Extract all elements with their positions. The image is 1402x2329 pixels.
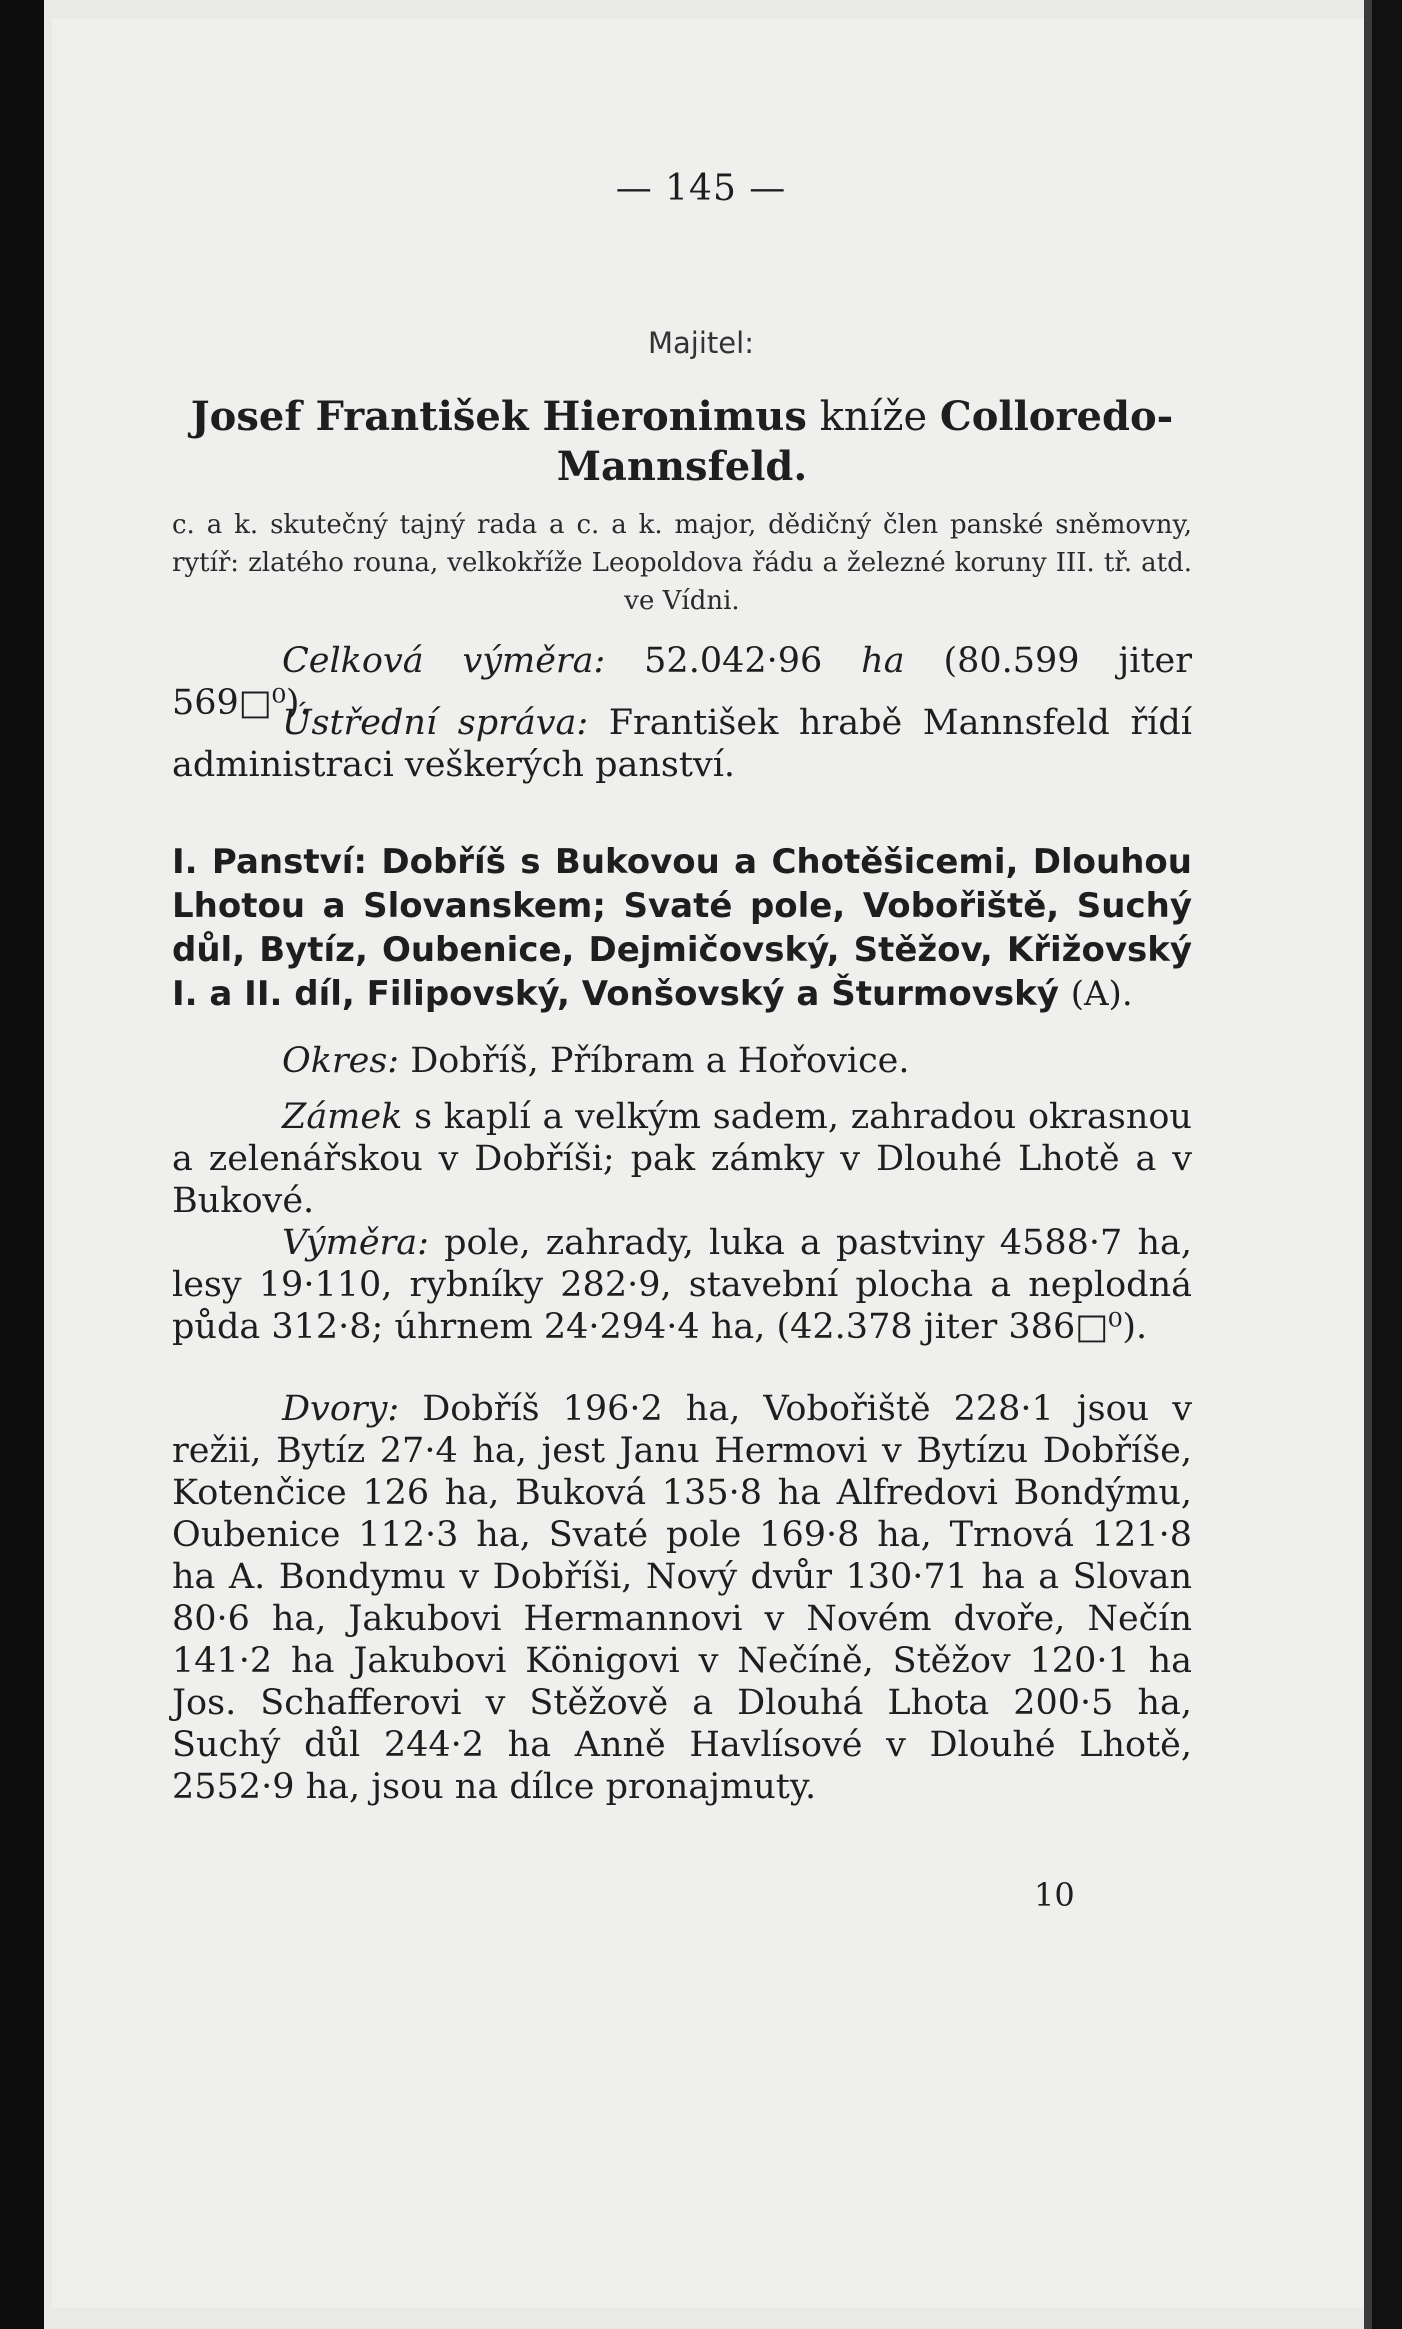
total-area-unit: ha xyxy=(861,641,905,681)
estate-heading-suffix: (A). xyxy=(1070,974,1133,1014)
owner-titles: c. a k. skutečný tajný rada a c. a k. major, dědičný člen panské sněmovny, rytíř: zlatého rouna, velkokříže Leopoldova řádu a železné koruny III. tř. atd. ve Vídni. xyxy=(172,510,1192,616)
estate-heading-text: I. Panství: Dobříš s Bukovou a Chotěšicemi, Dlouhou Lhotou a Slovanskem; Svaté pole, Vobořiště, Suchý důl, Bytíz, Oubenice, Dejmičovský, Stěžov, Křižovský I. a II. díl, Filipovský, Vonšovský a Šturmovský xyxy=(172,842,1192,1014)
castle-text: s kaplí a velkým sadem, zahradou okrasnou a zelenářskou v Dobříši; pak zámky v Dlouhé Lhotě a v Bukové. xyxy=(172,1097,1192,1221)
acreage-paragraph xyxy=(172,1222,1192,1348)
central-administration-label: Ústřední správa: xyxy=(282,703,589,743)
total-area-rest: (80.599 jiter 569□⁰). xyxy=(172,641,1192,723)
castle-paragraph xyxy=(172,1096,1192,1222)
castle-label: Zámek xyxy=(282,1097,403,1137)
owner-title-word: kníže xyxy=(819,394,928,440)
sheet-signature-mark: 10 xyxy=(1034,1876,1075,1914)
estate-heading xyxy=(172,840,1192,1016)
total-area-label: Celková výměra: xyxy=(282,641,606,681)
farms-label: Dvory: xyxy=(282,1389,400,1429)
total-area-value: 52.042·96 xyxy=(644,641,823,681)
acreage-label: Výměra: xyxy=(282,1223,429,1263)
district-label: Okres: xyxy=(282,1041,400,1081)
district-text: Dobříš, Příbram a Hořovice. xyxy=(410,1041,910,1081)
farms-text: Dobříš 196·2 ha, Vobořiště 228·1 jsou v režii, Bytíz 27·4 ha, jest Janu Hermovi v Bytízu Dobříše, Kotenčice 126 ha, Buková 135·8 ha Alfredovi Bondýmu, Oubenice 112·3 ha, Svaté pole 169·8 ha, Trnová 121·8 ha A. Bondymu v Dobříši, Nový dvůr 130·71 ha a Slovan 80·6 ha, Jakubovi Hermannovi v Novém dvoře, Nečín 141·2 ha Jakubovi Königovi v Nečíně, Stěžov 120·1 ha Jos. Schafferovi v Stěžově a Dlouhá Lhota 200·5 ha, Suchý důl 244·2 ha Anně Havlísové v Dlouhé Lhotě, 2552·9 ha, jsou na dílce pronajmuty. xyxy=(172,1389,1192,1807)
district-paragraph xyxy=(172,1040,1192,1082)
acreage-text: pole, zahrady, luka a pastviny 4588·7 ha, lesy 19·110, rybníky 282·9, stavební plocha a neplodná půda 312·8; úhrnem 24·294·4 ha, (42.378 jiter 386□⁰). xyxy=(172,1223,1192,1347)
owner-label: Majitel: xyxy=(648,326,754,360)
owner-name-part2: Colloredo-Mannsfeld. xyxy=(556,393,1174,490)
page-number: — 145 — xyxy=(615,168,787,209)
owner-name xyxy=(172,392,1192,492)
owner-name-part1: Josef František Hieronimus xyxy=(190,393,807,440)
central-administration-paragraph xyxy=(172,702,1192,786)
central-administration-text: František hrabě Mannsfeld řídí administraci veškerých panství. xyxy=(172,703,1192,785)
farms-paragraph xyxy=(172,1388,1192,1808)
